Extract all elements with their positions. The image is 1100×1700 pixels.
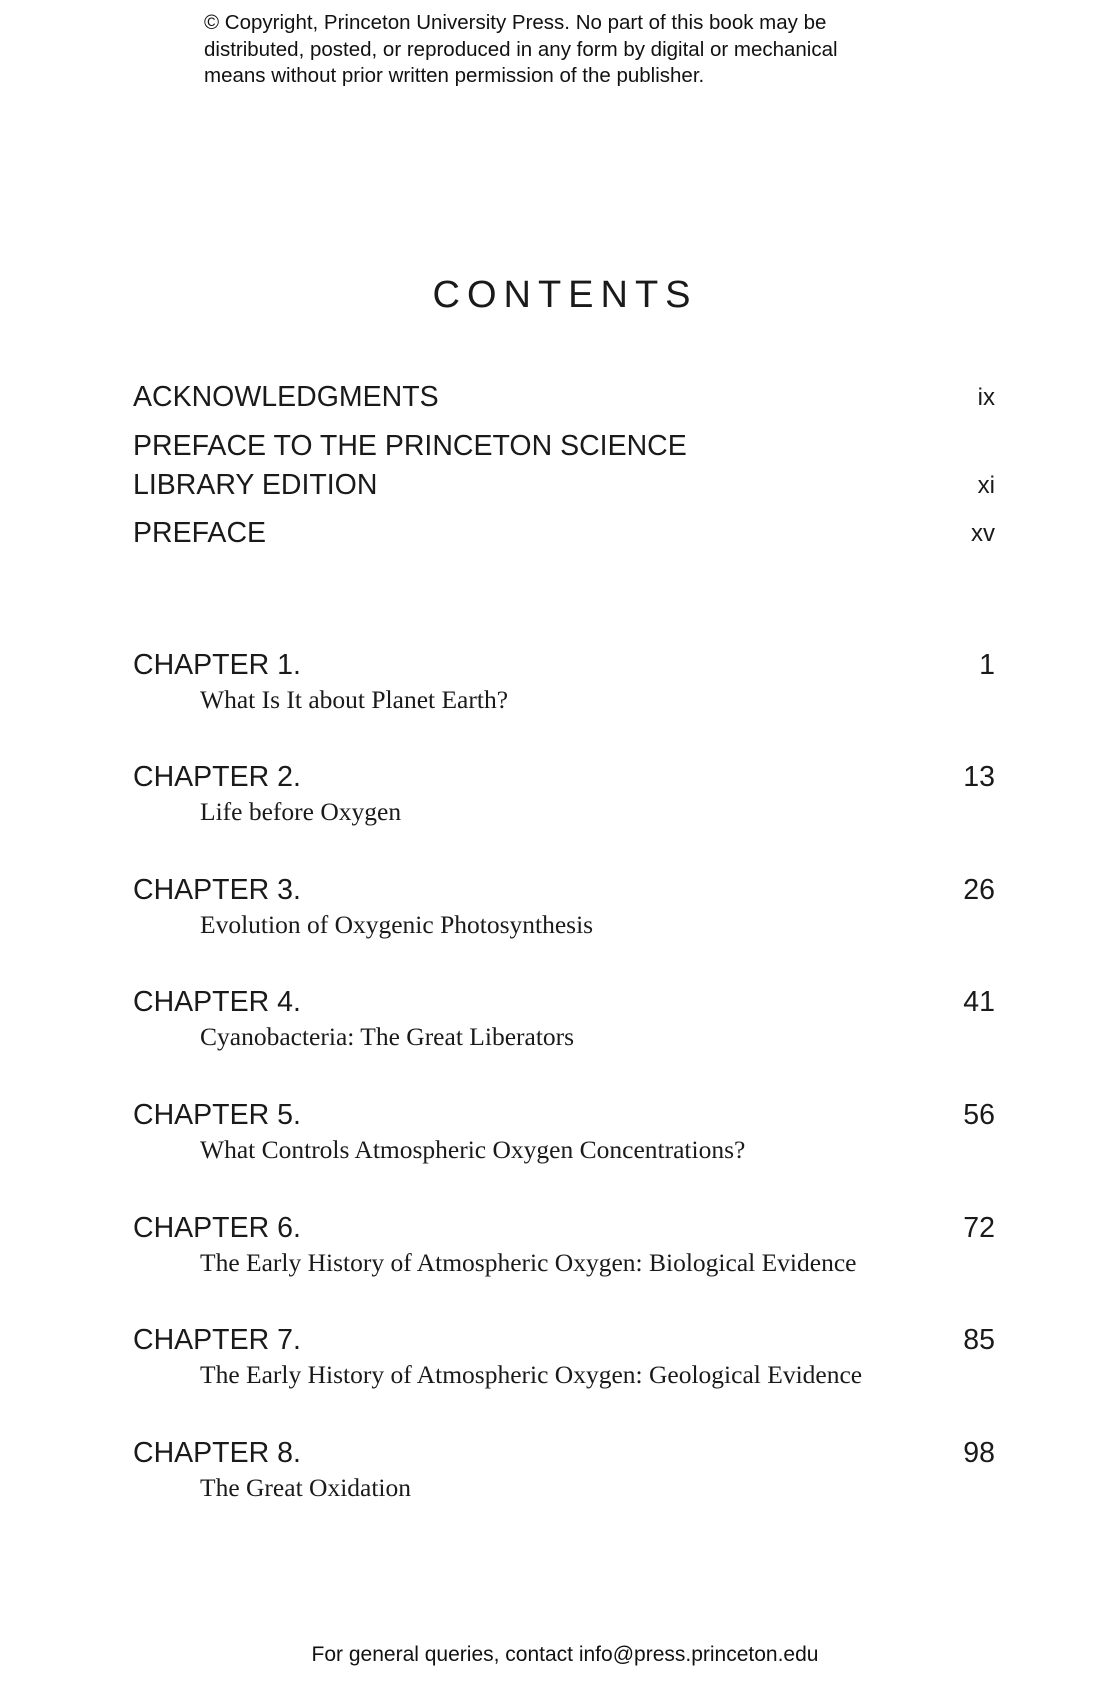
toc-chapter-4 xyxy=(133,983,995,1052)
chapter-title: What Is It about Planet Earth? xyxy=(200,685,509,714)
toc-chapter-6 xyxy=(133,1209,995,1278)
toc-entry-acknowledgments xyxy=(133,378,995,417)
footer-contact: For general queries, contact info@press.princeton.edu xyxy=(311,1643,819,1666)
chapter-title: What Controls Atmospheric Oxygen Concentrations? xyxy=(200,1135,746,1164)
chapter-label: CHAPTER 5. xyxy=(133,1099,301,1131)
copyright-line: distributed, posted, or reproduced in any form by digital or mechanical xyxy=(204,37,838,61)
toc-chapter-5 xyxy=(133,1096,995,1165)
toc-chapter-7 xyxy=(133,1321,995,1390)
toc-page-number: 85 xyxy=(963,1324,995,1356)
toc-page-number: 41 xyxy=(963,986,995,1018)
toc-page-number: 13 xyxy=(963,761,995,793)
toc-entry-title xyxy=(133,378,995,417)
chapter-label: CHAPTER 4. xyxy=(133,986,301,1018)
chapter-label: CHAPTER 8. xyxy=(133,1437,301,1469)
toc-page-number: 1 xyxy=(979,649,995,681)
chapter-label: CHAPTER 6. xyxy=(133,1212,301,1244)
toc-entry-title xyxy=(133,427,995,505)
chapter-title: The Great Oxidation xyxy=(200,1473,412,1502)
chapter-title: Life before Oxygen xyxy=(200,797,402,826)
toc-page-number: 72 xyxy=(963,1212,995,1244)
chapter-title: The Early History of Atmospheric Oxygen: Geological Evidence xyxy=(200,1360,863,1389)
chapter-title: Cyanobacteria: The Great Liberators xyxy=(200,1022,575,1051)
toc-chapter-3 xyxy=(133,871,995,940)
chapter-label: CHAPTER 2. xyxy=(133,761,301,793)
chapter-label: CHAPTER 3. xyxy=(133,874,301,906)
toc-page-number: 98 xyxy=(963,1437,995,1469)
toc-page-number: xi xyxy=(977,472,995,499)
page-title: CONTENTS xyxy=(432,274,698,316)
toc-entry-title-line: PREFACE xyxy=(133,517,267,549)
chapter-label: CHAPTER 1. xyxy=(133,649,301,681)
toc-entry-title-line: PREFACE TO THE PRINCETON SCIENCE xyxy=(133,430,687,462)
chapter-title: The Early History of Atmospheric Oxygen: Biological Evidence xyxy=(200,1248,857,1277)
toc-entry-title xyxy=(133,514,995,553)
toc-page-number: xv xyxy=(971,520,995,547)
toc-entry-title-line: LIBRARY EDITION xyxy=(133,469,378,501)
toc-page-number: ix xyxy=(977,384,995,411)
toc-entry-preface-psl-edition xyxy=(133,427,995,505)
toc-page-number: 56 xyxy=(963,1099,995,1131)
chapter-label: CHAPTER 7. xyxy=(133,1324,301,1356)
toc-chapter-8 xyxy=(133,1434,995,1503)
toc-entry-preface xyxy=(133,514,995,553)
toc-chapter-1 xyxy=(133,646,995,715)
chapter-title: Evolution of Oxygenic Photosynthesis xyxy=(200,910,594,939)
toc-page-number: 26 xyxy=(963,874,995,906)
copyright-line: © Copyright, Princeton University Press. No part of this book may be xyxy=(204,11,827,34)
toc-chapter-2 xyxy=(133,758,995,827)
copyright-line: means without prior written permission of the publisher. xyxy=(204,64,705,87)
copyright-notice xyxy=(204,10,924,90)
toc-entry-title-line: ACKNOWLEDGMENTS xyxy=(133,381,439,413)
